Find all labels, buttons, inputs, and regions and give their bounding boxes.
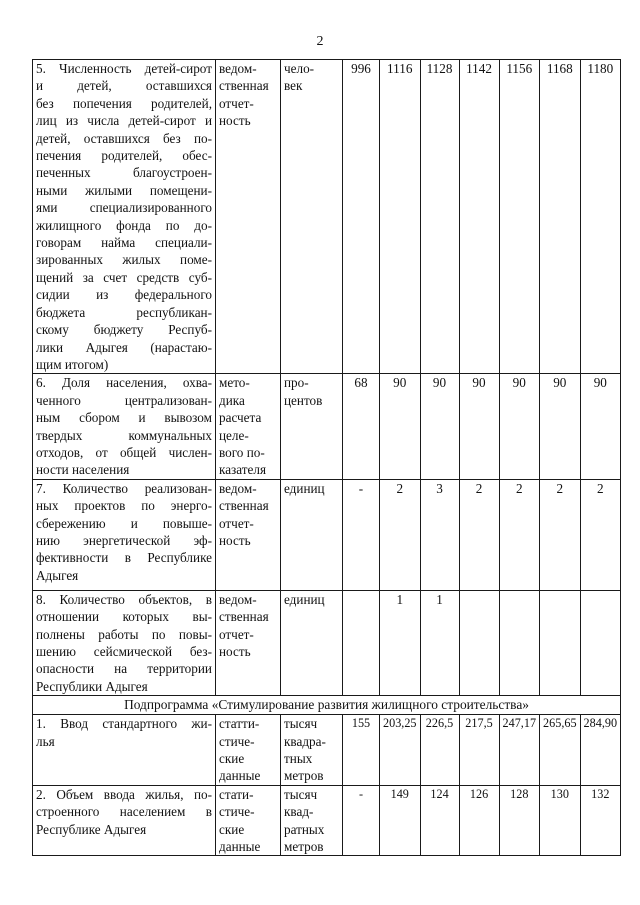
indicators-table	[32, 59, 621, 856]
indicator-name-line: щений за счет средств суб-	[36, 269, 212, 285]
value-cell: 3	[420, 479, 459, 590]
data-source-line: статти-	[219, 716, 260, 732]
value-cell: 1	[420, 590, 459, 695]
table-row	[33, 374, 621, 479]
value-cell: -	[343, 785, 380, 856]
indicator-name-line: Адыгея	[36, 567, 79, 583]
data-source-line: ственная	[219, 498, 269, 514]
value-cell: 68	[343, 374, 380, 479]
unit-line: тысяч	[284, 786, 318, 802]
value-cell: 996	[343, 60, 380, 374]
data-source-line: вого по-	[219, 444, 265, 460]
indicator-name-line: детей, оставшихся без по-	[36, 130, 212, 146]
data-source-line: данные	[219, 839, 261, 855]
subprogram-title: Подпрограмма «Стимулирование развития жилищного строительства»	[33, 696, 621, 715]
value-cell: 126	[459, 785, 499, 856]
unit-cell	[281, 590, 343, 695]
indicator-name-line: печения родителей, обес-	[36, 148, 212, 164]
indicator-name-line: лиц из числа детей-сирот и	[36, 113, 212, 129]
indicator-name-cell	[33, 785, 216, 856]
data-source-line: мето-	[219, 375, 250, 391]
indicator-name-line: строенного населением в	[36, 804, 212, 820]
data-source-line: дика	[219, 392, 245, 408]
value-cell	[343, 590, 380, 695]
indicator-name-line: 1. Ввод стандартного жи-	[36, 716, 212, 732]
indicators-table-body	[33, 60, 621, 856]
indicator-name-line: твердых коммунальных	[36, 427, 212, 443]
indicator-name-line: отходов, от общей числен-	[36, 444, 212, 460]
value-cell: 1116	[380, 60, 421, 374]
table-row	[33, 60, 621, 374]
indicator-name-cell	[33, 479, 216, 590]
indicator-name-line: и детей, оставшихся	[36, 78, 212, 94]
unit-line: единиц	[284, 480, 325, 496]
value-cell	[580, 590, 621, 695]
indicator-name-line: лики Адыгея (нарастаю-	[36, 339, 212, 355]
indicator-name-line: ным сбором и вывозом	[36, 410, 212, 426]
data-source-line: стиче-	[219, 733, 255, 749]
data-source-line: ственная	[219, 609, 269, 625]
value-cell: 247,17	[499, 715, 540, 786]
value-cell: 1128	[420, 60, 459, 374]
indicator-name-line: ями специализированного	[36, 200, 212, 216]
value-cell: 2	[459, 479, 499, 590]
unit-line: ратных	[284, 821, 325, 837]
indicator-name-line: ности населения	[36, 462, 130, 478]
value-cell: 203,25	[380, 715, 421, 786]
data-source-line: отчет-	[219, 95, 254, 111]
value-cell: 1142	[459, 60, 499, 374]
value-cell: 1168	[540, 60, 581, 374]
unit-line: чело-	[284, 61, 315, 76]
unit-line: квадра-	[284, 733, 326, 749]
indicator-name-line: сидии из федерального	[36, 287, 212, 303]
data-source-line: казателя	[219, 462, 267, 478]
data-source-line: ведом-	[219, 61, 257, 76]
indicator-name-line: шению сейсмической без-	[36, 643, 212, 659]
data-source-line: стати-	[219, 786, 254, 802]
value-cell: 132	[580, 785, 621, 856]
unit-line: центов	[284, 392, 323, 408]
unit-line: квад-	[284, 804, 314, 820]
value-cell: 1180	[580, 60, 621, 374]
data-source-line: ведом-	[219, 591, 257, 607]
data-source-line: данные	[219, 768, 261, 784]
indicator-name-line: Республики Адыгея	[36, 678, 148, 694]
data-source-line: стиче-	[219, 804, 255, 820]
data-source-cell	[216, 715, 281, 786]
data-source-line: ность	[219, 643, 251, 659]
indicator-name-line: жилищного фонда по до-	[36, 217, 212, 233]
indicator-name-line: без попечения родителей,	[36, 95, 212, 111]
unit-cell	[281, 60, 343, 374]
data-source-line: ские	[219, 751, 245, 766]
indicator-name-line: лья	[36, 733, 55, 749]
value-cell: 90	[420, 374, 459, 479]
unit-cell	[281, 785, 343, 856]
unit-cell	[281, 374, 343, 479]
table-row	[33, 479, 621, 590]
indicator-name-line: 2. Объем ввода жилья, по-	[36, 786, 212, 802]
value-cell: 217,5	[459, 715, 499, 786]
value-cell	[459, 590, 499, 695]
value-cell: 265,65	[540, 715, 581, 786]
value-cell: 124	[420, 785, 459, 856]
unit-line: тысяч	[284, 716, 318, 732]
value-cell: 284,90	[580, 715, 621, 786]
table-row	[33, 590, 621, 695]
value-cell: 90	[459, 374, 499, 479]
data-source-line: ские	[219, 821, 245, 837]
indicator-name-line: ными жилыми помещени-	[36, 182, 212, 198]
value-cell: 155	[343, 715, 380, 786]
value-cell: 149	[380, 785, 421, 856]
subprogram-row	[33, 696, 621, 715]
data-source-cell	[216, 479, 281, 590]
indicator-name-line: отношении которых вы-	[36, 609, 212, 625]
unit-line: единиц	[284, 591, 325, 607]
value-cell: 90	[380, 374, 421, 479]
data-source-line: отчет-	[219, 626, 254, 642]
indicator-name-line: бюджета республикан-	[36, 304, 212, 320]
page-number: 2	[316, 34, 324, 49]
data-source-line: ведом-	[219, 480, 257, 496]
value-cell: 90	[499, 374, 540, 479]
indicator-name-line: ченного централизован-	[36, 392, 212, 408]
table-row	[33, 715, 621, 786]
data-source-line: ственная	[219, 78, 269, 94]
indicator-name-line: фективности в Республике	[36, 550, 212, 566]
indicator-name-line: нию энергетической эф-	[36, 532, 212, 548]
indicator-name-line: сбережению и повыше-	[36, 515, 212, 531]
indicator-name-line: Республике Адыгея	[36, 821, 147, 837]
data-source-cell	[216, 785, 281, 856]
value-cell: 1156	[499, 60, 540, 374]
indicator-name-line: щим итогом)	[36, 356, 109, 372]
indicator-name-line: печенных благоустроен-	[36, 165, 212, 181]
unit-line: метров	[284, 839, 324, 855]
indicator-name-line: ных проектов по энерго-	[36, 498, 212, 514]
indicator-name-line: скому бюджету Респуб-	[36, 322, 212, 338]
indicator-name-cell	[33, 60, 216, 374]
indicator-name-line: опасности на территории	[36, 661, 212, 677]
value-cell: 2	[540, 479, 581, 590]
value-cell: 90	[540, 374, 581, 479]
value-cell: 128	[499, 785, 540, 856]
value-cell: 2	[580, 479, 621, 590]
value-cell	[499, 590, 540, 695]
value-cell: 1	[380, 590, 421, 695]
data-source-line: расчета	[219, 410, 262, 426]
unit-line: про-	[284, 375, 309, 391]
value-cell: 226,5	[420, 715, 459, 786]
data-source-cell	[216, 60, 281, 374]
value-cell	[540, 590, 581, 695]
indicator-name-line: 8. Количество объектов, в	[36, 591, 212, 607]
table-row	[33, 785, 621, 856]
indicator-name-line: говорам найма специали-	[36, 235, 212, 251]
data-source-line: целе-	[219, 427, 249, 443]
data-source-cell	[216, 590, 281, 695]
unit-line: век	[284, 78, 303, 94]
data-source-cell	[216, 374, 281, 479]
indicator-name-cell	[33, 715, 216, 786]
indicator-name-line: 7. Количество реализован-	[36, 480, 212, 496]
indicator-name-cell	[33, 374, 216, 479]
unit-cell	[281, 715, 343, 786]
value-cell: -	[343, 479, 380, 590]
data-source-line: ность	[219, 113, 251, 129]
indicator-name-line: полнены работы по повы-	[36, 626, 212, 642]
unit-line: тных	[284, 751, 313, 766]
data-source-line: ность	[219, 532, 251, 548]
data-source-line: отчет-	[219, 515, 254, 531]
indicator-name-line: зированных жилых поме-	[36, 252, 212, 268]
value-cell: 130	[540, 785, 581, 856]
unit-cell	[281, 479, 343, 590]
value-cell: 2	[499, 479, 540, 590]
value-cell: 90	[580, 374, 621, 479]
unit-line: метров	[284, 768, 324, 784]
value-cell: 2	[380, 479, 421, 590]
indicator-name-line: 6. Доля населения, охва-	[36, 375, 212, 391]
indicator-name-line: 5. Численность детей-сирот	[36, 61, 212, 76]
indicator-name-cell	[33, 590, 216, 695]
